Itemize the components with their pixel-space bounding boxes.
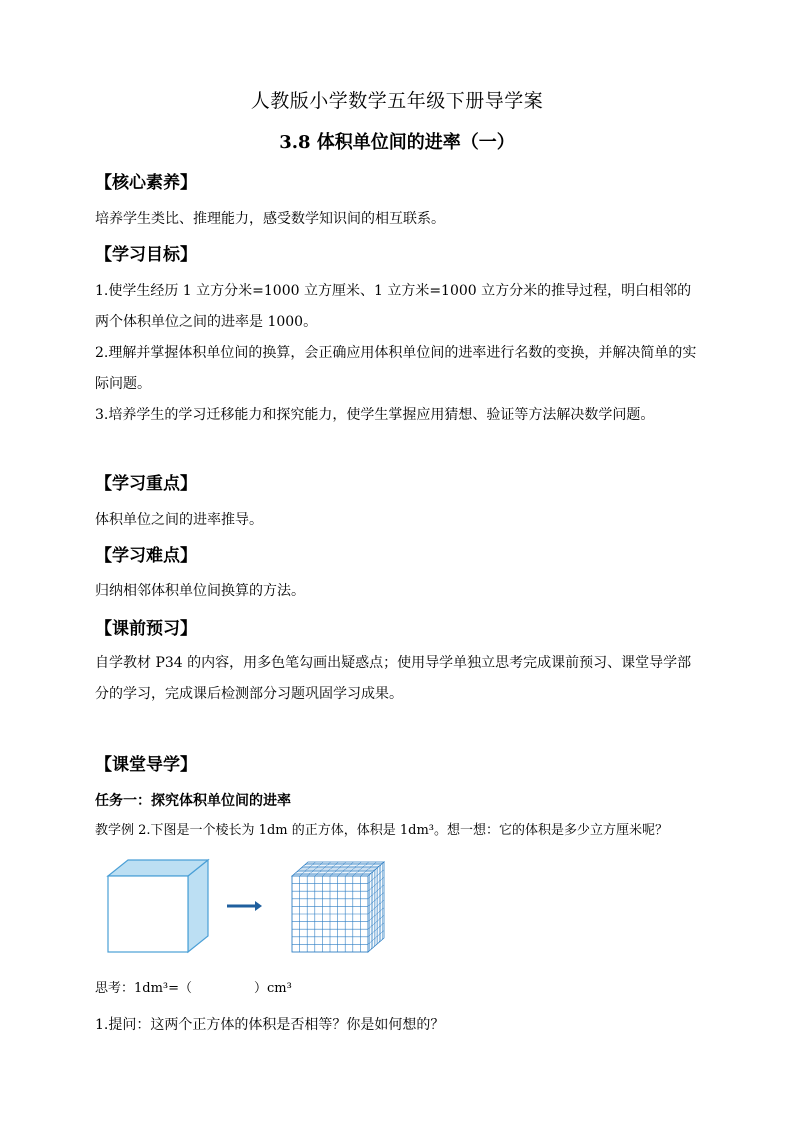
goal-item-2: 2.理解并掌握体积单位间的换算，会正确应用体积单位间的进率进行名数的变换，并解决简单的实际问题。 (95, 345, 697, 392)
heading-classroom-guide: 【课堂导学】 (95, 755, 197, 775)
heading-learning-goals: 【学习目标】 (95, 245, 197, 265)
heading-key-points: 【学习重点】 (95, 474, 197, 494)
heading-difficulties: 【学习难点】 (95, 546, 197, 566)
goal-item-1: 1.使学生经历 1 立方分米=1000 立方厘米、1 立方米=1000 立方分米的推导过程，明白相邻的两个体积单位之间的进率是 1000。 (95, 283, 692, 330)
heading-core-literacy: 【核心素养】 (95, 173, 197, 193)
goal-item-3: 3.培养学生的学习迁移能力和探究能力，使学生掌握应用猜想、验证等方法解决数学问题。 (95, 407, 655, 423)
core-literacy-text: 培养学生类比、推理能力，感受数学知识间的相互联系。 (95, 211, 445, 227)
think-prefix: 思考：1dm³=（ (95, 981, 193, 996)
question-1-text: 1.提问：这两个正方体的体积是否相等？你是如何想的？ (95, 1017, 445, 1033)
arrow-icon (227, 901, 262, 911)
document-title: 人教版小学数学五年级下册导学案 (250, 90, 544, 112)
cube-with-1cm-grid (292, 862, 384, 952)
cube-conversion-figure (100, 858, 400, 958)
think-question (95, 973, 705, 1004)
think-suffix: ）cm³ (254, 981, 292, 996)
task-one-title: 任务一：探究体积单位间的进率 (95, 793, 291, 809)
single-cube (108, 860, 208, 952)
heading-preview: 【课前预习】 (95, 619, 197, 639)
lesson-title: 3.8 体积单位间的进率（一） (279, 132, 515, 153)
key-points-text: 体积单位之间的进率推导。 (95, 512, 263, 528)
difficulties-text: 归纳相邻体积单位间换算的方法。 (95, 583, 305, 599)
example-text: 教学例 2.下图是一个棱长为 1dm 的正方体，体积是 1dm³。想一想：它的体积是多少立方厘米呢？ (95, 823, 668, 838)
preview-text: 自学教材 P34 的内容，用多色笔勾画出疑惑点；使用导学单独立思考完成课前预习、课堂导学部分的学习，完成课后检测部分习题巩固学习成果。 (95, 655, 692, 702)
